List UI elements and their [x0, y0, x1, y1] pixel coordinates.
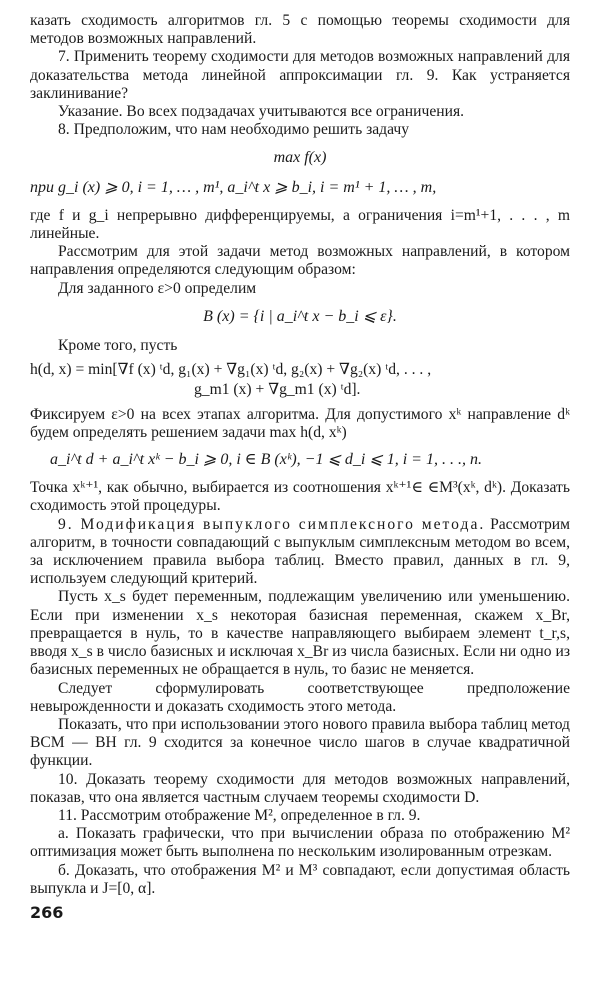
paragraph-epsilon: Для заданного ε>0 определим [58, 279, 257, 297]
formula-direction-constraints: a_i^t d + a_i^t xᵏ − b_i ⩾ 0, i ∈ B (xᵏ), −1 ⩽ d_i ⩽ 1, i = 1, . . ., n. [50, 451, 482, 469]
exercise-10: 10. Доказать теорему сходимости для методов возможных направлений, показав, что она является частным случаем теоремы сходимости D. [30, 770, 570, 806]
formula-h-line1: h(d, x) = min[∇f (x) ᵗd, g₁(x) + ∇g₁(x) ᵗd, g₂(x) + ∇g₂(x) ᵗd, . . . , [30, 361, 432, 379]
formula-max: max f(x) [273, 149, 327, 167]
paragraph-follow: Следует сформулировать соответствующее предположение невырожденности и доказать сходимость этого метода. [30, 679, 570, 715]
formula-constraints: при g_i (x) ⩾ 0, i = 1, … , m¹, a_i^t x ⩾ b_i, i = m¹ + 1, … , m, [30, 178, 437, 196]
exercise-9: 9. Модификация выпуклого симплексного метода. Рассмотрим алгоритм, в точности совпадающий с выпуклым симплексным методом во всем, за исключением правила выбора таблиц. Вместо правил, данных в гл. 9, используем следующий критерий. [30, 515, 570, 588]
exercise-11a: а. Показать графически, что при вычислении образа по отображению M² оптимизация может быть выполнена по нескольким изолированным отрезкам. [30, 825, 570, 861]
exercise-11: 11. Рассмотрим отображение M², определенное в гл. 9. [58, 806, 421, 824]
paragraph-where: где f и g_i непрерывно дифференцируемы, а ограничения i=m¹+1, . . . , m линейные. [30, 206, 570, 243]
paragraph-also: Кроме того, пусть [58, 337, 178, 355]
paragraph-show: Показать, что при использовании этого нового правила выбора таблиц метод ВСМ — ВН гл. 9 сходится за конечное число шагов в случае квадратичной функции. [30, 715, 570, 770]
paragraph-fix: Фиксируем ε>0 на всех этапах алгоритма. Для допустимого xᵏ направление dᵏ будем определять решением задачи max h(d, xᵏ) [30, 405, 570, 441]
paragraph-consider: Рассмотрим для этой задачи метод возможных направлений, в котором направления определяются следующим образом: [30, 243, 570, 279]
page-number: 266 [30, 902, 64, 922]
hint-paragraph: Указание. Во всех подзадачах учитываются все ограничения. [58, 103, 465, 121]
paragraph-let: Пусть x_s будет переменным, подлежащим увеличению или уменьшению. Если при изменении x_s некоторая базисная переменная, скажем x_Br, превращается в нуль, то в качестве направляющего выбираем элемент t_r,s, вводя x_s в число базисных и исключая x_Br из числа базисных. Если ни одно из базисных переменных не обращается в нуль, то базис не меняется. [30, 588, 570, 679]
book-page [30, 12, 570, 922]
paragraph-point: Точка xᵏ⁺¹, как обычно, выбирается из соотношения xᵏ⁺¹∈ ∈M³(xᵏ, dᵏ). Доказать сходимость этой процедуры. [30, 479, 570, 515]
formula-h-line2: g_m1 (x) + ∇g_m1 (x) ᵗd]. [194, 381, 361, 399]
formula-B: B (x) = {i | a_i^t x − b_i ⩽ ε}. [203, 307, 397, 325]
exercise-11b: б. Доказать, что отображения M² и M³ совпадают, если допустимая область выпукла и J=[0, α]. [30, 861, 570, 897]
exercise-8: 8. Предположим, что нам необходимо решить задачу [58, 121, 410, 139]
exercise-7: 7. Применить теорему сходимости для методов возможных направлений для доказательства метода линейной аппроксимации гл. 9. Как устраняется заклинивание? [30, 48, 570, 102]
exercise-9-title: 9. Модификация выпуклого симплексного метода. [58, 515, 486, 533]
paragraph-continuation: казать сходимость алгоритмов гл. 5 с помощью теоремы сходимости для методов возможных направлений. [30, 12, 570, 48]
